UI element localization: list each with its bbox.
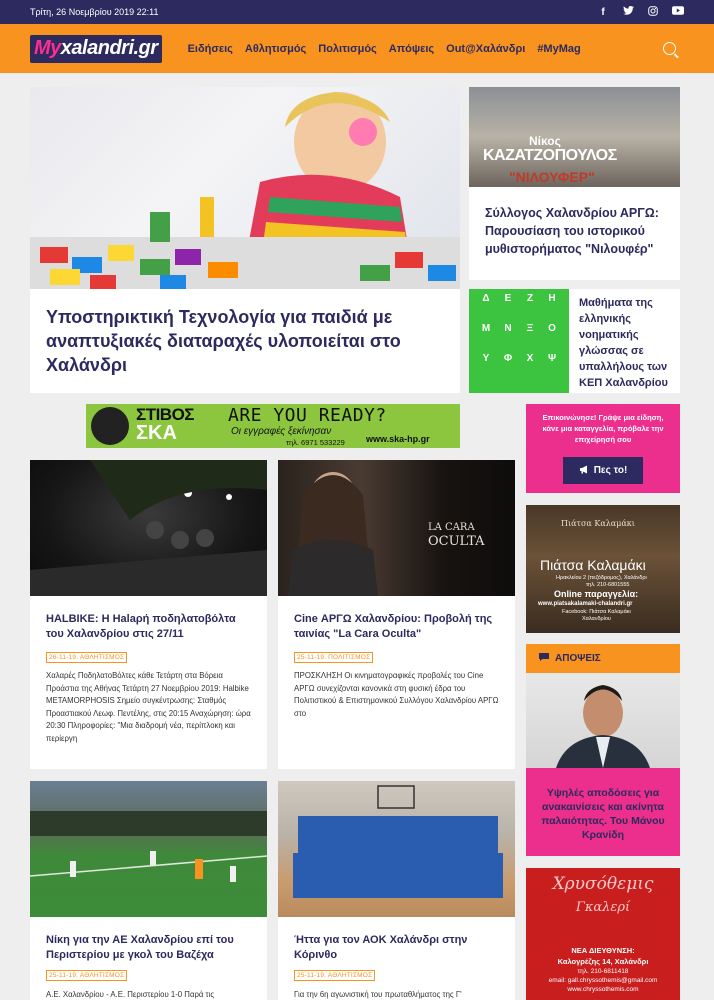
search-icon[interactable] — [663, 42, 676, 55]
tell-us-button[interactable] — [563, 457, 643, 484]
banner-brand-1: ΣΤΙΒΟΣ — [136, 405, 195, 424]
ad-kalamaki-address: Ηρακλείου 2 (πεζόδρομος), Χαλάνδρι — [556, 575, 647, 581]
article-card[interactable] — [30, 781, 267, 1000]
youtube-icon[interactable] — [672, 6, 684, 18]
article-image — [30, 781, 267, 917]
logo-domain: xalandri.gr — [60, 37, 158, 59]
tell-us-label: Πες το! — [593, 465, 628, 476]
ad-kalamaki-order: Online παραγγελία: — [554, 589, 639, 599]
book-title: "ΝΙΛΟΥΦΕΡ" — [509, 169, 595, 185]
ad-kalamaki[interactable] — [526, 505, 680, 633]
article-image — [278, 460, 515, 596]
ad-chrysothemis-email: email: gall.chryssothemis@gmail.com — [548, 977, 658, 984]
ad-kalamaki-url: www.piatsakalamaki-chalandri.gr — [538, 601, 633, 607]
ad-chrysothemis-url: www.chryssothemis.com — [567, 986, 639, 993]
banner-ad-ska[interactable] — [86, 404, 460, 448]
banner-brand-2: ΣΚΑ — [136, 422, 177, 444]
main-nav — [0, 24, 714, 73]
ad-chrysothemis-phone: τηλ. 210-6811418 — [577, 968, 629, 975]
ad-kalamaki-sign: Πιάτσα Καλαμάκι — [561, 519, 635, 528]
nav-item-news[interactable]: Ειδήσεις — [187, 42, 233, 55]
banner-headline: ARE YOU READY? — [228, 405, 387, 426]
movie-title-line-2: OCULTA — [428, 534, 485, 549]
menu — [188, 43, 663, 55]
article-badge[interactable]: 26-11-19. ΑΘΛΗΤΙΣΜΟΣ — [46, 652, 127, 663]
site-logo[interactable] — [30, 35, 162, 63]
opinion-author-photo — [526, 673, 680, 768]
logo-my: My — [34, 37, 61, 59]
nav-item-opinions[interactable]: Απόψεις — [388, 42, 435, 55]
ad-chrysothemis-name-2: Γκαλερί — [575, 900, 631, 915]
megaphone-icon — [579, 465, 590, 477]
article-excerpt: Για την 6η αγωνιστική του πρωταθλήματος της Γ' — [294, 990, 462, 999]
hero-article[interactable] — [30, 87, 460, 393]
side-article-2-title[interactable]: Μαθήματα της ελληνικής νοηματικής γλώσσας σε υπαλλήλους των ΚΕΠ Χαλανδρίου — [579, 297, 668, 389]
nav-item-culture[interactable]: Πολιτισμός — [318, 42, 377, 55]
ad-chrysothemis-new-address: ΝΕΑ ΔΙΕΥΘΥΝΣΗ: — [571, 946, 635, 955]
book-author-first: Νίκος — [529, 134, 561, 148]
facebook-icon[interactable]: f — [601, 6, 605, 18]
ad-chrysothemis[interactable] — [526, 868, 680, 1000]
banner-url: www.ska-hp.gr — [366, 434, 430, 444]
article-badge[interactable]: 25-11-19. ΑΘΛΗΤΙΣΜΟΣ — [294, 970, 375, 981]
nav-item-mymag[interactable]: #MyMag — [537, 42, 581, 55]
article-title[interactable]: Cine ΑΡΓΩ Χαλανδρίου: Προβολή της ταινίας "La Cara Oculta" — [294, 613, 493, 640]
article-excerpt: Χαλαρές ΠοδηλατοΒόλτες κάθε Τετάρτη στα Βόρεια Προάστια της Αθήνας Τετάρτη 27 Νοεμβρίου 2019: Halbike METAMORPHOSIS Σημείο συγκέντρωσης: Σταθμός Προαστιακού Λεωφ. Πεντέλης, στις 20:15 Αναχώρηση: ώρα 20:30 Πληροφορίες: "Μια διαδρομή νέα, περίπλοκη και περίεργη — [46, 671, 251, 743]
ad-kalamaki-phone: τηλ. 210-6801555 — [586, 582, 630, 588]
article-image — [30, 460, 267, 596]
book-author-last: ΚΑΖΑΤΖΟΠΟΥΛΟΣ — [483, 147, 617, 164]
movie-title-line-1: LA CARA — [428, 522, 475, 533]
opinion-header — [526, 644, 680, 673]
ad-chrysothemis-address: Καλογρέζης 14, Χαλάνδρι — [557, 957, 649, 966]
article-title[interactable]: Νίκη για την ΑΕ Χαλανδρίου επί του Περιστερίου με γκολ του Βαζέχα — [46, 934, 234, 961]
article-image — [278, 781, 515, 917]
article-card[interactable] — [278, 781, 515, 1000]
nav-item-sports[interactable]: Αθλητισμός — [244, 42, 307, 55]
hero-image — [30, 87, 460, 289]
sign-letters: Δ Ε Ζ Η Μ Ν Ξ Ο Υ Φ Χ Ψ — [481, 293, 557, 364]
article-card[interactable] — [278, 460, 515, 769]
article-badge[interactable]: 25-11-19. ΠΟΛΙΤΙΣΜΟΣ — [294, 652, 373, 663]
opinion-heading: ΑΠΟΨΕΙΣ — [555, 653, 601, 664]
side-article-1-image — [469, 87, 680, 187]
contact-widget — [526, 404, 680, 493]
instagram-icon[interactable] — [647, 6, 659, 19]
contact-widget-text: Επικοινώνησε! Γράψε μια είδηση, κάνε μια καταγγελία, πρόβαλε την επιχείρησή σου — [542, 413, 664, 444]
article-excerpt: ΠΡΟΣΚΛΗΣΗ Οι κινηματογραφικές προβολές του Cine ΑΡΓΩ συνεχίζονται κανονικά στη φυσική έδρα του Πολιτιστικού & Επιστημονικού Συλλόγου Χαλανδρίου ΑΡΓΩ στο — [294, 671, 499, 718]
side-article-2-image — [469, 289, 569, 393]
article-badge[interactable]: 25-11-19. ΑΘΛΗΤΙΣΜΟΣ — [46, 970, 127, 981]
ad-kalamaki-place: Χαλανδρίου — [582, 616, 611, 622]
article-card[interactable] — [30, 460, 267, 769]
article-excerpt: Α.Ε. Χαλανδρίου - Α.Ε. Περιστερίου 1-0 Παρά τις — [46, 990, 215, 999]
top-bar — [0, 0, 714, 24]
hero-title[interactable]: Υποστηρικτική Τεχνολογία για παιδιά με αναπτυξιακές διαταραχές υλοποιείται στο Χαλάνδρι — [46, 307, 401, 375]
ad-kalamaki-fb: Facebook: Πιάτσα Καλαμάκι — [562, 609, 631, 615]
article-title[interactable]: HALBIKE: Η Halaρή ποδηλατοβόλτα του Χαλανδρίου στις 27/11 — [46, 613, 236, 640]
speech-bubble-icon — [538, 652, 550, 665]
ad-chrysothemis-name-1: Χρυσόθεμις — [552, 874, 654, 894]
banner-phone: τηλ. 6971 533229 — [286, 438, 345, 447]
side-article-1[interactable] — [469, 87, 680, 280]
banner-sub: Οι εγγραφές ξεκίνησαν — [231, 426, 332, 437]
opinion-title[interactable]: Υψηλές αποδόσεις για ανακαινίσεις και ακίνητα παλαιότητας. Του Μάνου Κρανίδη — [526, 768, 680, 856]
side-article-2[interactable] — [469, 289, 680, 393]
twitter-icon[interactable] — [622, 6, 634, 18]
current-date: Τρίτη, 26 Νοεμβρίου 2019 22:11 — [30, 7, 159, 17]
ad-kalamaki-name: Πιάτσα Καλαμάκι — [540, 557, 646, 573]
article-title[interactable]: Ήττα για τον ΑΟΚ Χαλάνδρι στην Κόρινθο — [294, 934, 468, 961]
social-links — [597, 6, 684, 19]
side-article-1-title[interactable]: Σύλλογος Χαλανδρίου ΑΡΓΩ: Παρουσίαση του ιστορικού μυθιστορήματος "Νιλουφέρ" — [485, 206, 659, 256]
opinion-widget[interactable] — [526, 644, 680, 856]
nav-item-out[interactable]: Out@Χαλάνδρι — [446, 42, 526, 55]
ska-logo-icon — [91, 407, 129, 445]
